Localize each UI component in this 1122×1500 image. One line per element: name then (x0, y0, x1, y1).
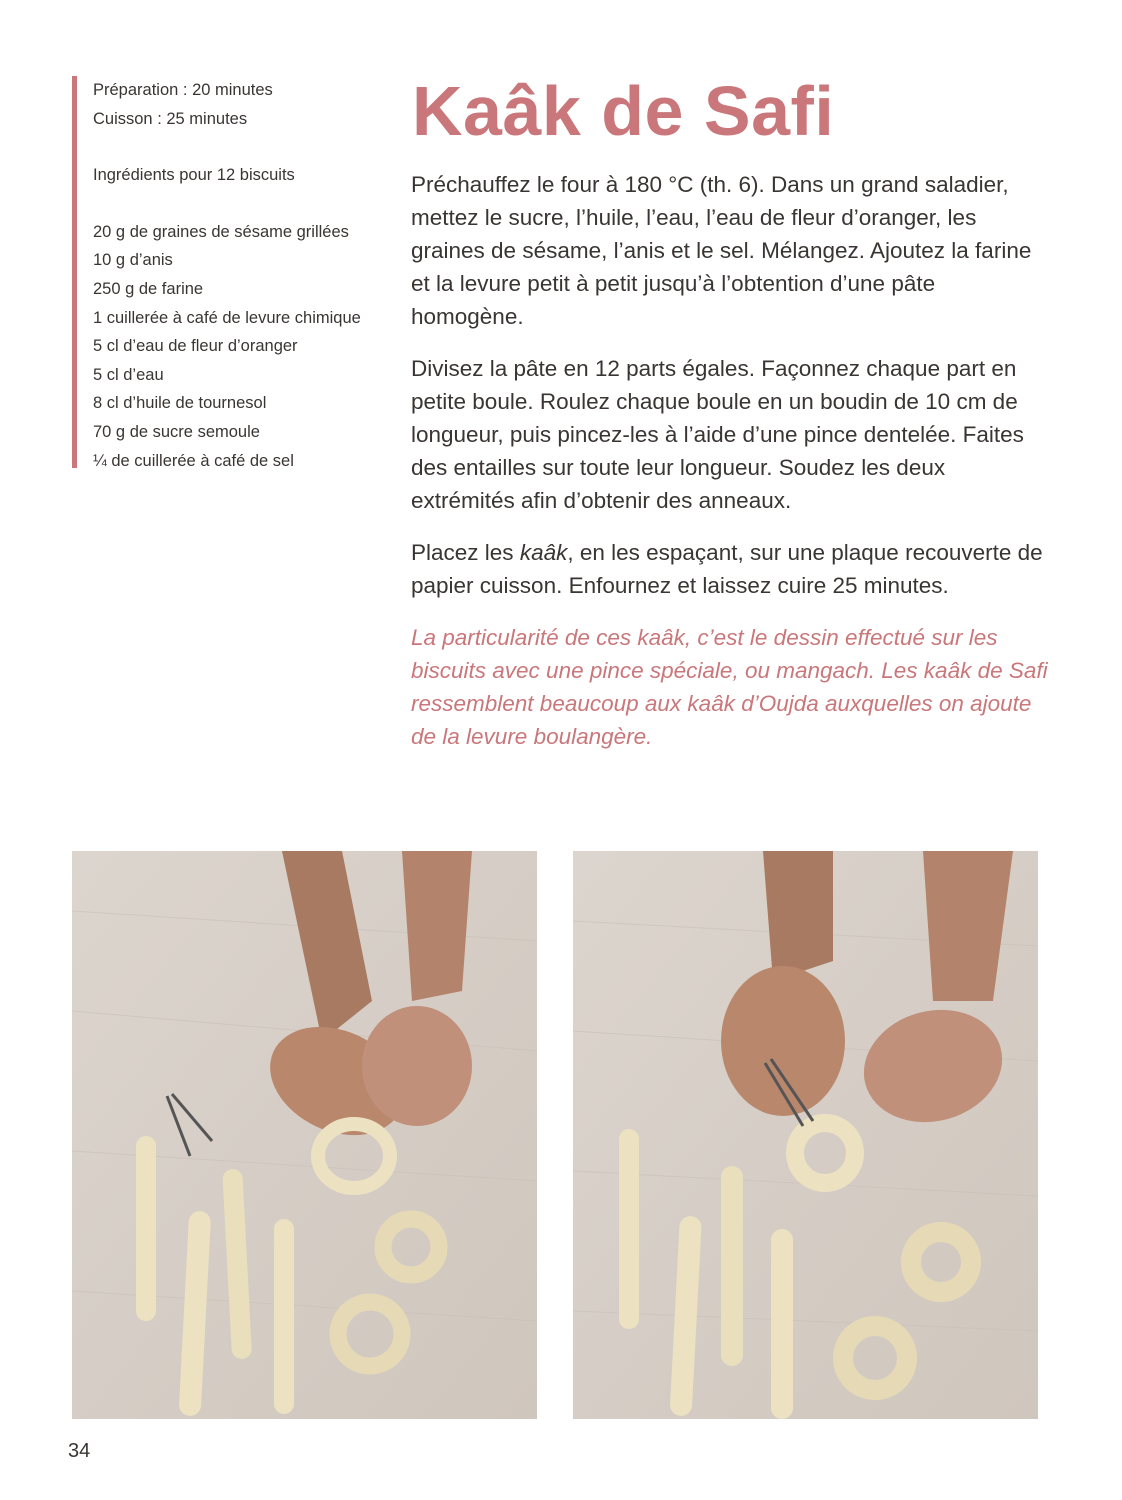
ingredients-sidebar (72, 76, 372, 468)
preparation-time (93, 76, 372, 105)
instruction-3-start: Placez les (411, 540, 520, 565)
preparation-label: Préparation : (93, 81, 188, 99)
ingredient-item: 5 cl d’eau de fleur d’oranger (93, 337, 298, 356)
hands-shaping-dough-ring-photo-icon (72, 851, 537, 1419)
instruction-3-end: , en les espaçant, sur une plaque recouverte de papier cuisson. Enfournez et laissez cuire 25 minutes. (411, 540, 1043, 598)
ingredient-item: 1 cuillerée à café de levure chimique (93, 308, 361, 327)
recipe-title: Kaâk de Safi (412, 72, 835, 150)
hands-pinching-dough-ring-photo-icon (573, 851, 1038, 1419)
instruction-3-emphasis: kaâk (519, 540, 568, 565)
preparation-value: 20 minutes (187, 81, 273, 99)
recipe-instructions (411, 168, 1051, 772)
ingredient-item: 250 g de farine (93, 279, 204, 298)
instruction-paragraph-1: Préchauffez le four à 180 °C (th. 6). Dans un grand saladier, mettez le sucre, l’huile, l’eau, l’eau de fleur d’oranger, les graines de sésame, l’anis et le sel. Mélangez. Ajoutez la farine et la levure petit à petit jusqu’à l’obtention d’une pâte homogène. (411, 172, 1032, 329)
page-number: 34 (68, 1440, 91, 1462)
photo-shaping-rings (72, 851, 537, 1419)
cooking-time (93, 105, 372, 134)
ingredient-item: 70 g de sucre semoule (93, 422, 260, 441)
cooking-value: 25 minutes (161, 109, 248, 128)
ingredients-list (93, 218, 372, 475)
ingredient-item: 10 g d’anis (93, 251, 173, 270)
photo-pinching-rings (573, 851, 1038, 1419)
ingredients-title: Ingrédients pour 12 biscuits (93, 166, 295, 185)
recipe-note: La particularité de ces kaâk, c’est le dessin effectué sur les biscuits avec une pince spéciale, ou mangach. Les kaâk de Safi ressemblent beaucoup aux kaâk d’Oujda auxquelles on ajoute de la levure boulangère. (411, 625, 1048, 749)
instruction-paragraph-2: Divisez la pâte en 12 parts égales. Façonnez chaque part en petite boule. Roulez chaque boule en un boudin de 10 cm de longueur, puis pincez-les à l’aide d’une pince dentelée. Faites des entailles sur toute leur longueur. Soudez les deux extrémités afin d’obtenir des anneaux. (411, 356, 1024, 513)
instruction-paragraph-3 (411, 536, 1051, 602)
ingredient-item: 8 cl d’huile de tournesol (93, 394, 267, 413)
ingredient-item: ¼ de cuillerée à café de sel (93, 451, 294, 470)
cooking-label: Cuisson : (93, 109, 162, 128)
ingredient-item: 20 g de graines de sésame grillées (93, 222, 349, 241)
ingredient-item: 5 cl d’eau (93, 365, 164, 384)
